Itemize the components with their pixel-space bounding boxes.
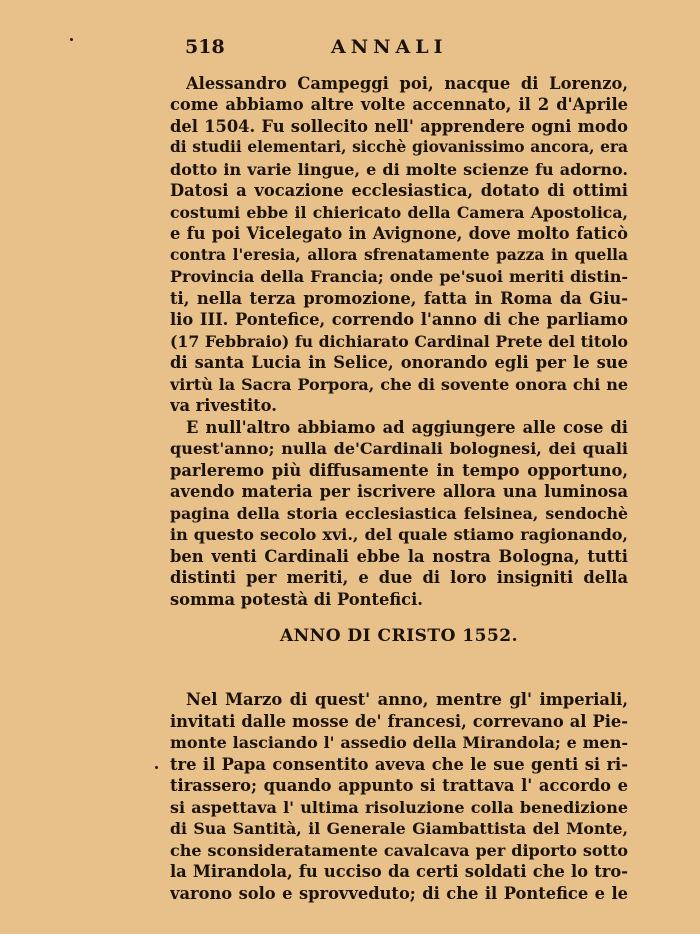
text-line: di santa Lucia in Selice, onorando egli per le sue [170, 353, 628, 372]
page-number: 518 [185, 36, 225, 58]
text-line: varono solo e sprovveduto; di che il Pontefice e le [170, 884, 628, 903]
text-line: Nel Marzo di quest' anno, mentre gl' imperiali, [186, 690, 628, 709]
text-line: (17 Febbraio) fu dichiarato Cardinal Prete del titolo [170, 332, 628, 351]
text-line: Datosi a vocazione ecclesiastica, dotato di ottimi [170, 181, 628, 200]
text-line: monte lasciando l' assedio della Mirandola; e men- [170, 733, 628, 752]
text-line: pagina della storia ecclesiastica felsinea, sendochè [170, 504, 628, 523]
text-line: quest'anno; nulla de'Cardinali bolognesi, dei quali [170, 439, 628, 458]
text-line: costumi ebbe il chiericato della Camera Apostolica, [170, 203, 628, 222]
text-line: virtù la Sacra Porpora, che di sovente onora chi ne [170, 375, 628, 394]
text-line: di Sua Santità, il Generale Giambattista del Monte, [170, 819, 628, 838]
text-line: in questo secolo xvi., del quale stiamo ragionando, [170, 525, 628, 544]
text-line: parleremo più diffusamente in tempo opportuno, [170, 461, 628, 480]
text-line: E null'altro abbiamo ad aggiungere alle cose di [186, 418, 628, 437]
ink-speck [70, 38, 73, 41]
text-line: tre il Papa consentito aveva che le sue genti si ri- [170, 755, 628, 774]
text-line: va rivestito. [170, 396, 277, 415]
text-line: contra l'eresia, allora sfrenatamente pazza in quella [170, 246, 628, 264]
section-heading: ANNO DI CRISTO 1552. [279, 626, 519, 646]
text-line: somma potestà di Pontefici. [170, 590, 423, 609]
text-line: di studii elementari, sicchè giovanissimo ancora, era [170, 138, 628, 156]
text-line: e fu poi Vicelegato in Avignone, dove molto faticò [170, 224, 628, 243]
text-line: si aspettava l' ultima risoluzione colla benedizione [170, 798, 628, 817]
text-line: ti, nella terza promozione, fatta in Roma da Giu- [170, 289, 628, 308]
text-line: che sconsideratamente cavalcava per diporto sotto [170, 841, 628, 860]
text-line: tirassero; quando appunto si trattava l' accordo e [170, 776, 628, 795]
text-line: la Mirandola, fu ucciso da certi soldati che lo tro- [170, 862, 628, 881]
running-head [185, 36, 630, 58]
text-line: Alessandro Campeggi poi, nacque di Lorenzo, [186, 74, 628, 93]
ink-speck [155, 766, 158, 769]
text-line: come abbiamo altre volte accennato, il 2 d'Aprile [170, 95, 628, 114]
text-line: distinti per meriti, e due di loro insigniti della [170, 568, 628, 587]
text-line: del 1504. Fu sollecito nell' apprendere ogni modo [170, 117, 628, 136]
text-line: lio III. Pontefice, correndo l'anno di che parliamo [170, 310, 628, 329]
header-title: ANNALI [331, 36, 448, 58]
text-line: invitati dalle mosse de' francesi, correvano al Pie- [170, 712, 628, 731]
text-line: Provincia della Francia; onde pe'suoi meriti distin- [170, 267, 628, 286]
text-line: dotto in varie lingue, e di molte scienze fu adorno. [170, 160, 628, 179]
text-line: ben venti Cardinali ebbe la nostra Bologna, tutti [170, 547, 628, 566]
text-line: avendo materia per iscrivere allora una luminosa [170, 482, 628, 501]
